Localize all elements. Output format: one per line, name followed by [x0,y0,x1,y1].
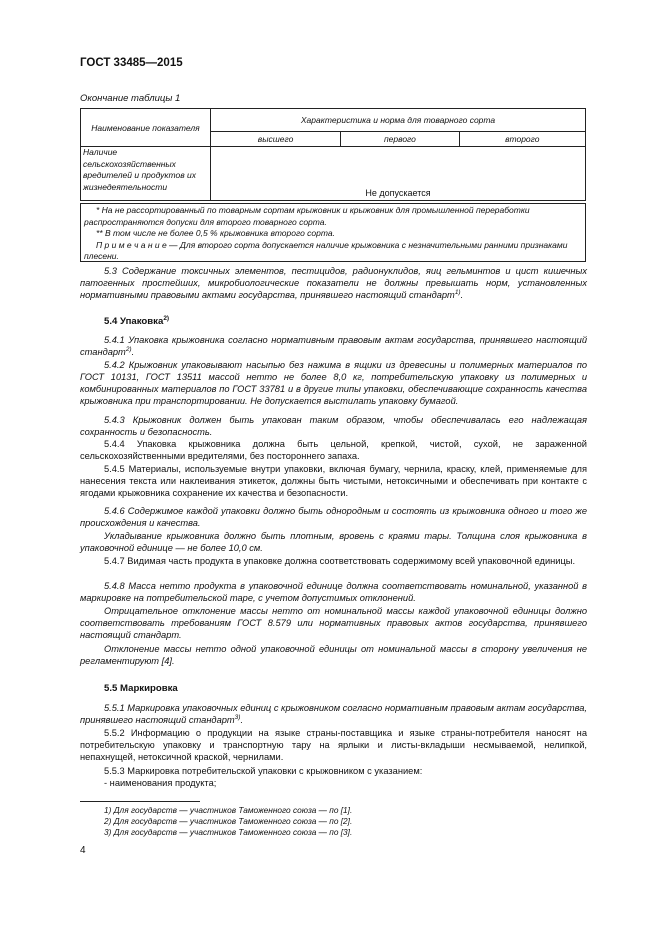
group-header: Характеристика и норма для товарного сорта [211,109,586,132]
paragraph: 5.4.6 Содержимое каждой упаковки должно быть однородным и состоять из крыжовника одного и того же происхождения и качества. [80,506,587,528]
footnote: 1) Для государств — участников Таможенного союза — по [1]. [104,805,353,815]
paragraph: 5.4.4 Упаковка крыжовника должна быть цельной, крепкой, чистой, сухой, не зараженной сельскохозяйственными вредителями, без постороннего запаха. [80,439,587,461]
footnote: 3) Для государств — участников Таможенного союза — по [3]. [104,827,353,837]
table-note [84,240,582,263]
page-number: 4 [80,845,86,856]
paragraph: 5.4.5 Материалы, используемые внутри упаковки, включая бумагу, чернила, краску, клей, применяемые для нанесения текста или наклеивания этикеток, должны быть чистыми, нетоксичными и обеспечивать при контакте с ягодами крыжовника сохранение их качества и безопасности. [80,464,587,498]
note-lead: П р и м е ч а н и е [96,239,167,250]
grade-header: первого [341,132,460,147]
note-text: — Для второго сорта допускается наличие крыжовника с незначительными ранними признаками плесени. [84,239,568,261]
document-header: ГОСТ 33485—2015 [80,57,183,69]
paragraph: Отклонение массы нетто одной упаковочной единицы от номинальной массы в сторону увеличения не регламентируют [4]. [80,644,587,666]
quality-table [80,108,586,201]
row-value: Не допускается [211,147,586,201]
table-note: ** В том числе не более 0,5 % крыжовника второго сорта. [96,228,335,238]
paragraph: 5.4.7 Видимая часть продукта в упаковке должна соответствовать содержимому всей упаковочной единицы. [104,556,576,566]
grade-header: второго [459,132,585,147]
paragraph: 5.4.2 Крыжовник упаковывают насыпью без нажима в ящики из древесины и полимерных материалов по ГОСТ 10131, ГОСТ 13511 массой нетто не более 8,0 кг, потребительскую упаковку из полимерных и комбинированных материалов по ГОСТ 33781 и в другие типы упаковки, обеспечивающие сохранность качества крыжовника при транспортировании. Не допускается выстилать упаковку бумагой. [80,360,587,406]
footnote-separator [80,801,200,802]
paragraph: 5.4.1 Упаковка крыжовника согласно нормативным правовым актам государства, принявшего настоящий стандарт$^{2)}$. [80,335,587,357]
table-caption: Окончание таблицы 1 [80,93,181,104]
paragraph: 5.4.8 Масса нетто продукта в упаковочной единице должна соответствовать номинальной, указанной в маркировке на потребительской таре, с учетом допустимых отклонений. [80,581,587,603]
paragraph: 5.5.3 Маркировка потребительской упаковки с крыжовником с указанием: [104,766,423,776]
section-heading: 5.4 Упаковка$^{2)}$ [104,314,170,327]
paragraph: Отрицательное отклонение массы нетто от номинальной массы каждой упаковочной единицы должно соответствовать требованиям ГОСТ 8.579 или нормативных правовых актов государства, принявшего настоящий стандарт. [80,606,587,640]
col1-header: Наименование показателя [81,109,211,147]
paragraph: 5.3 Содержание токсичных элементов, пестицидов, радионуклидов, яиц гельминтов и цист кишечных патогенных простейших, микробиологические показатели не должны превышать норм, установленных нормативными правовыми актами государства, принявшего настоящий стандарт$^{1)}$. [80,266,587,300]
paragraph: - наименования продукта; [104,778,217,788]
section-heading: 5.5 Маркировка [104,683,178,694]
paragraph: 5.5.1 Маркировка упаковочных единиц с крыжовником согласно нормативным правовым актам государства, принявшего настоящий стандарт$^{3)}$. [80,703,587,725]
row-label: Наличие сельскохозяйственных вредителей и продуктов их жизнедеятельности [81,147,211,201]
table-notes [80,203,586,262]
paragraph: 5.4.3 Крыжовник должен быть упакован таким образом, чтобы обеспечивалась его надлежащая сохранность и безопасность. [80,415,587,437]
grade-header: высшего [211,132,341,147]
paragraph: 5.5.2 Информацию о продукции на языке страны-поставщика и языке страны-потребителя наносят на потребительскую упаковку и транспортную тару на ярлыки и листы-вкладыши несмываемой, нелипкой, непахнущей, нетоксичной краской, чернилами. [80,728,587,762]
footnote: 2) Для государств — участников Таможенного союза — по [2]. [104,816,353,826]
table-note: * На не рассортированный по товарным сортам крыжовник и крыжовник для промышленной переработки распространяются допуски для второго товарного сорта. [84,205,530,227]
paragraph: Укладывание крыжовника должно быть плотным, вровень с краями тары. Толщина слоя крыжовника в упаковочной единице — не более 10,0 см. [80,531,587,553]
